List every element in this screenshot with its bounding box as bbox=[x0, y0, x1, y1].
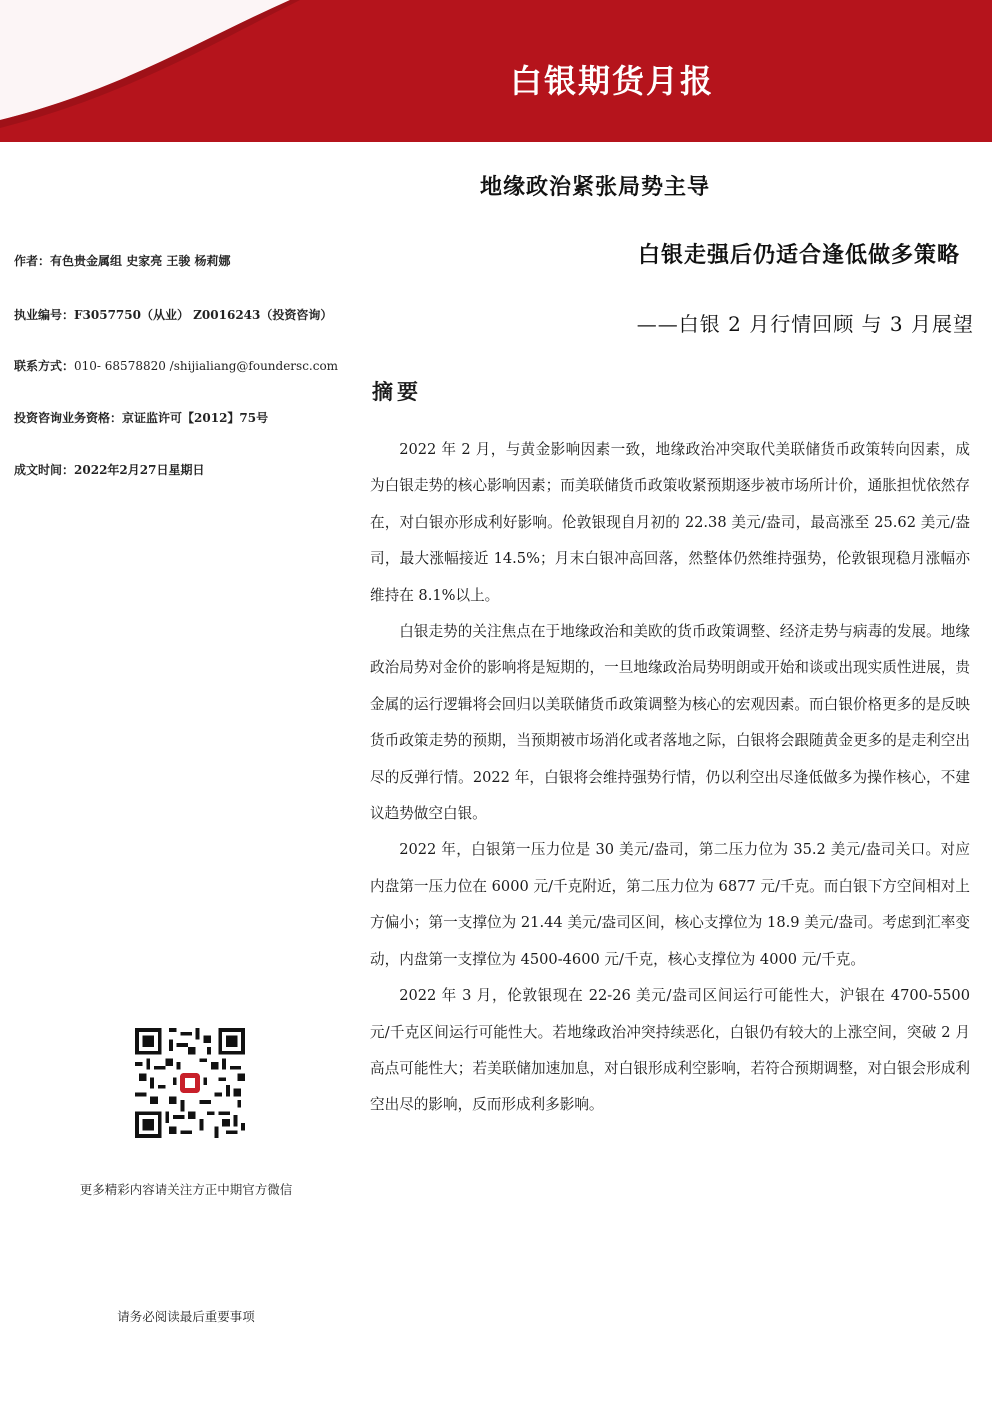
meta-qualification bbox=[14, 409, 268, 426]
meta-contact-label: 联系方式： bbox=[14, 359, 75, 373]
meta-date bbox=[14, 461, 204, 478]
meta-date-value: 2022年2月27日星期日 bbox=[74, 463, 205, 477]
meta-author-value: 有色贵金属组 史家亮 王骏 杨莉娜 bbox=[50, 254, 231, 268]
meta-author bbox=[14, 252, 231, 269]
header-curve-decoration bbox=[0, 0, 992, 142]
meta-qualification-label: 投资咨询业务资格： bbox=[14, 411, 123, 425]
sub-title: 白银走强后仍适合逢低做多策略 bbox=[637, 242, 960, 268]
main-title: 地缘政治紧张局势主导 bbox=[480, 174, 711, 200]
meta-qualification-value: 京证监许可【2012】75号 bbox=[122, 411, 269, 425]
abstract-paragraph-1: 2022 年 2 月，与黄金影响因素一致，地缘政治冲突取代美联储货币政策转向因素，成为白银走势的核心影响因素；而美联储货币政策收紧预期逐步被市场所计价，通胀担忧依然存在，对白银亦形成利好影响。伦敦银现自月初的 22.38 美元/盎司，最高涨至 25.62 美元/盎司，最大涨幅接近 14.5%；月末白银冲高回落，然整体仍然维持强势，伦敦银现稳月涨幅亦维持在 8.1%以上。 bbox=[370, 441, 970, 604]
wechat-qr-code bbox=[135, 1028, 245, 1138]
abstract-paragraph-4: 2022 年 3 月，伦敦银现在 22-26 美元/盎司区间运行可能性大，沪银在 4700-5500 元/千克区间运行可能性大。若地缘政治冲突持续恶化，白银仍有较大的上涨空间，突破 2 月高点可能性大；若美联储加速加息，对白银形成利空影响，若符合预期调整，对白银会形成利空出尽的影响，反而形成利多影响。 bbox=[370, 987, 970, 1114]
disclaimer-note: 请务必阅读最后重要事项 bbox=[117, 1309, 255, 1324]
meta-license-label: 执业编号： bbox=[14, 308, 75, 322]
meta-author-label: 作者： bbox=[14, 254, 51, 268]
tagline: ——白银 2 月行情回顾 与 3 月展望 bbox=[636, 312, 974, 336]
abstract-body bbox=[370, 432, 970, 1124]
abstract-paragraph-2: 白银走势的关注焦点在于地缘政治和美欧的货币政策调整、经济走势与病毒的发展。地缘政治局势对金价的影响将是短期的，一旦地缘政治局势明朗或开始和谈或出现实质性进展，贵金属的运行逻辑将会回归以美联储货币政策调整为核心的宏观因素。而白银价格更多的是反映货币政策走势的预期，当预期被市场消化或者落地之际，白银将会跟随黄金更多的是走利空出尽的反弹行情。2022 年，白银将会维持强势行情，仍以利空出尽逢低做多为操作核心，不建议趋势做空白银。 bbox=[370, 623, 970, 823]
abstract-heading: 摘要 bbox=[372, 379, 422, 404]
meta-contact-value: 010- 68578820 /shijialiang@foundersc.com bbox=[74, 359, 339, 373]
qr-caption: 更多精彩内容请关注方正中期官方微信 bbox=[79, 1182, 293, 1197]
abstract-paragraph-3: 2022 年，白银第一压力位是 30 美元/盎司，第二压力位为 35.2 美元/盎司关口。对应内盘第一压力位在 6000 元/千克附近，第二压力位为 6877 元/千克。而白银下方空间相对上方偏小；第一支撑位为 21.44 美元/盎司区间，核心支撑位为 18.9 美元/盎司。考虑到汇率变动，内盘第一支撑位为 4500-4600 元/千克，核心支撑位为 4000 元/千克。 bbox=[370, 841, 970, 968]
meta-license bbox=[14, 306, 332, 323]
meta-date-label: 成文时间： bbox=[14, 463, 75, 477]
meta-license-value: F3057750（从业） Z0016243（投资咨询） bbox=[74, 308, 333, 322]
report-title: 白银期货月报 bbox=[509, 62, 714, 100]
meta-contact bbox=[14, 357, 338, 374]
